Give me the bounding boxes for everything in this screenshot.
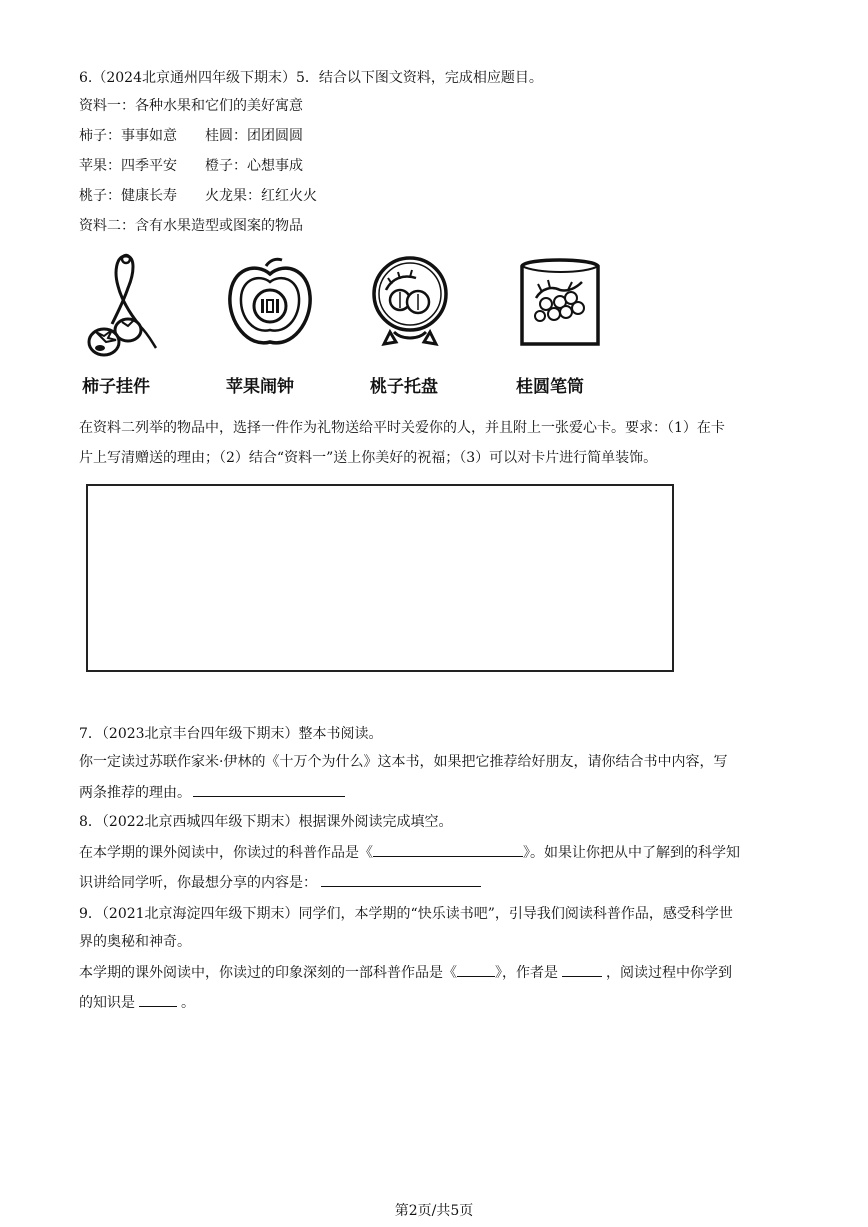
q6-header: 6.（2024北京通州四年级下期末）5．结合以下图文资料，完成相应题目。 [79, 70, 543, 86]
q9-header: 界的奥秘和神奇。 [79, 934, 191, 950]
answer-blank[interactable] [139, 992, 177, 1007]
q6-instruction: 片上写清赠送的理由；（2）结合“资料一”送上你美好的祝福；（3）可以对卡片进行简单装饰。 [79, 450, 658, 466]
answer-blank[interactable] [457, 962, 495, 977]
material2-title: 资料二：含有水果造型或图案的物品 [79, 218, 303, 234]
answer-blank[interactable] [373, 842, 523, 857]
apple-alarm-clock-icon [226, 252, 316, 362]
q8-text [79, 842, 740, 863]
q9-text-part: 。 [181, 995, 195, 1011]
q7-header: 7．（2023北京丰台四年级下期末）整本书阅读。 [79, 726, 383, 742]
item-apple-alarm-clock [226, 252, 346, 402]
answer-blank[interactable] [321, 872, 481, 887]
item-peach-tray [370, 252, 490, 402]
item-label: 桃子托盘 [370, 377, 438, 397]
answer-blank[interactable] [562, 962, 602, 977]
q9-text-part: 的知识是 [79, 995, 135, 1011]
meaning-item: 火龙果：红红火火 [205, 188, 317, 204]
meaning-item: 橙子：心想事成 [205, 158, 303, 174]
q9-text-part: 》，作者是 [495, 965, 558, 981]
meaning-item: 桂圆：团团圆圆 [205, 128, 303, 144]
q7-text: 你一定读过苏联作家米·伊林的《十万个为什么》这本书，如果把它推荐给好朋友，请你结合书中内容，写 [79, 754, 728, 770]
peach-tray-icon [370, 252, 460, 362]
q8-text [79, 872, 481, 893]
meaning-row [79, 156, 303, 176]
q8-text-part: 在本学期的课外阅读中，你读过的科普作品是《 [79, 845, 373, 861]
meaning-item: 柿子：事事如意 [79, 128, 177, 144]
item-label: 柿子挂件 [82, 377, 150, 397]
item-label: 苹果闹钟 [226, 377, 294, 397]
q8-header: 8．（2022北京西城四年级下期末）根据课外阅读完成填空。 [79, 814, 453, 830]
longan-pen-holder-icon [516, 252, 606, 362]
meaning-row [79, 186, 317, 206]
q9-text-part: 本学期的课外阅读中，你读过的印象深刻的一部科普作品是《 [79, 965, 457, 981]
persimmon-pendant-icon [82, 252, 172, 362]
q7-text-part: 两条推荐的理由。 [79, 785, 191, 801]
love-card-answer-box[interactable] [86, 484, 674, 672]
item-longan-pen-holder [516, 252, 636, 402]
answer-blank[interactable] [193, 782, 345, 797]
page-number: 第2页/共5页 [394, 1203, 474, 1219]
q6-instruction: 在资料二列举的物品中，选择一件作为礼物送给平时关爱你的人，并且附上一张爱心卡。要求：（1）在卡 [79, 420, 725, 436]
q8-text-part: 识讲给同学听，你最想分享的内容是： [79, 875, 317, 891]
q9-text [79, 992, 195, 1013]
q8-text-part: 》。如果让你把从中了解到的科学知 [523, 845, 740, 861]
meaning-row [79, 126, 303, 146]
q9-header: 9．（2021北京海淀四年级下期末）同学们，本学期的“快乐读书吧”，引导我们阅读科普作品，感受科学世 [79, 906, 733, 922]
meaning-item: 苹果：四季平安 [79, 158, 177, 174]
meaning-item: 桃子：健康长寿 [79, 188, 177, 204]
item-persimmon-pendant [82, 252, 202, 402]
q9-text [79, 962, 732, 983]
material1-title: 资料一：各种水果和它们的美好寓意 [79, 98, 303, 114]
item-label: 桂圆笔筒 [516, 377, 584, 397]
q7-text [79, 782, 345, 803]
q9-text-part: ，阅读过程中你学到 [606, 965, 732, 981]
